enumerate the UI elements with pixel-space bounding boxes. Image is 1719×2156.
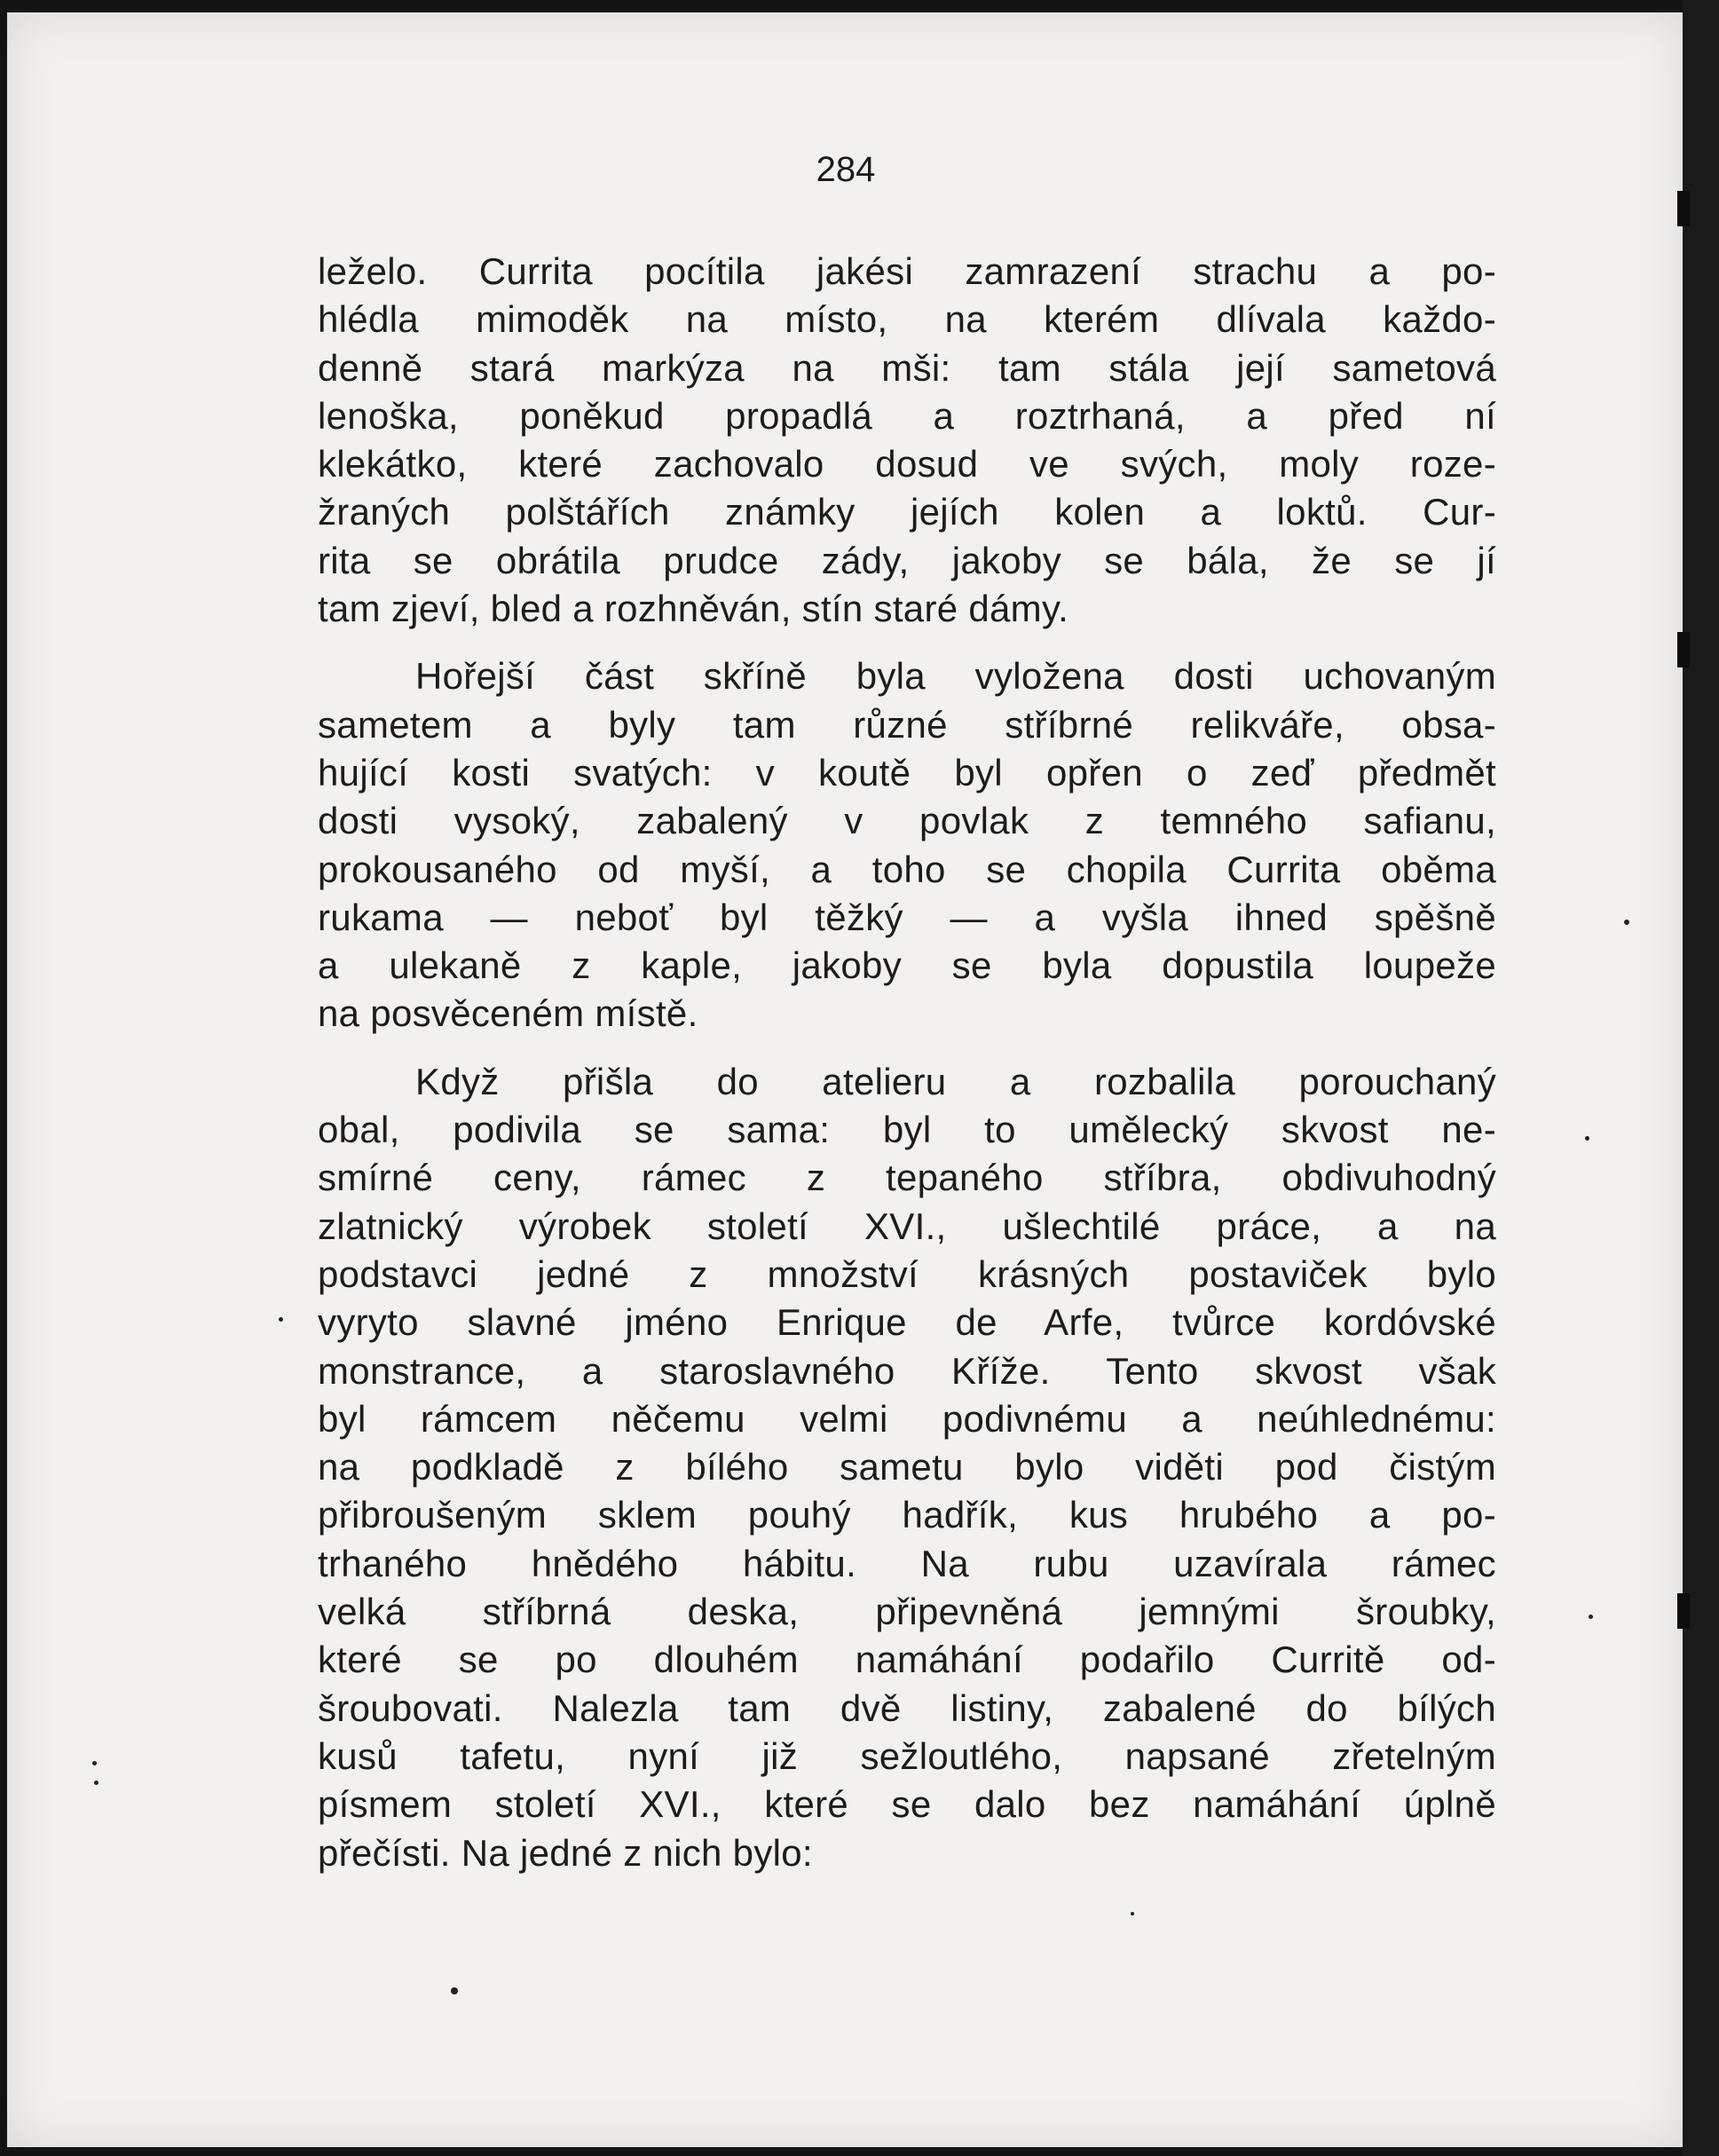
dust-speck	[451, 1987, 458, 1994]
text-line: sametem a byly tam různé stříbrné relikváře, obsa-	[318, 703, 1496, 746]
text-line: podstavci jedné z množství krásných postaviček bylo	[318, 1252, 1496, 1295]
text-line: které se po dlouhém namáhání podařilo Curritě od-	[318, 1639, 1496, 1681]
text-line: klekátko, které zachovalo dosud ve svých, moly roze-	[318, 443, 1496, 486]
text-line: vyryto slavné jméno Enrique de Arfe, tvůrce kordóvské	[318, 1301, 1496, 1344]
dust-speck	[1589, 1615, 1593, 1619]
page-number: 284	[816, 150, 876, 189]
text-line: smírné ceny, rámec z tepaného stříbra, obdivuhodný	[318, 1157, 1496, 1199]
text-line: trhaného hnědého hábitu. Na rubu uzavírala rámec	[318, 1542, 1496, 1584]
text-line: žraných polštářích známky jejích kolen a loktů. Cur-	[318, 491, 1496, 533]
text-line: hující kosti svatých: v koutě byl opřen o zeď předmět	[318, 751, 1496, 794]
text-line: a ulekaně z kaple, jakoby se byla dopustila loupeže	[318, 944, 1496, 987]
edge-tick-mark	[1677, 632, 1690, 667]
text-line: byl rámcem něčemu velmi podivnému a neúhlednému:	[318, 1397, 1496, 1440]
paragraph-2	[318, 652, 1496, 1038]
text-line: Hořejší část skříně byla vyložena dosti uchovaným	[415, 655, 1496, 698]
text-line: denně stará markýza na mši: tam stála její sametová	[318, 346, 1496, 389]
text-line: obal, podivila se sama: byl to umělecký skvost ne-	[318, 1109, 1496, 1151]
paragraph-3	[318, 1058, 1496, 1877]
edge-tick-mark	[1677, 191, 1690, 226]
text-line: šroubovati. Nalezla tam dvě listiny, zabalené do bílých	[318, 1686, 1496, 1729]
text-line: přečísti. Na jedné z nich bylo:	[318, 1831, 813, 1874]
paragraph-1	[318, 248, 1496, 633]
text-line: leželo. Currita pocítila jakési zamrazení strachu a po-	[318, 250, 1496, 292]
text-line: prokousaného od myší, a toho se chopila Currita oběma	[318, 848, 1496, 890]
text-line: lenoška, poněkud propadlá a roztrhaná, a před ní	[318, 394, 1496, 437]
text-line: Když přišla do atelieru a rozbalila porouchaný	[415, 1060, 1496, 1102]
dust-speck	[92, 1761, 97, 1765]
text-line: monstrance, a staroslavného Kříže. Tento skvost však	[318, 1349, 1496, 1392]
text-line: na posvěceném místě.	[318, 992, 698, 1035]
book-page	[7, 12, 1690, 2147]
text-line: písmem století XVI., které se dalo bez namáhání úplně	[318, 1783, 1496, 1826]
dust-speck	[1131, 1912, 1134, 1915]
dust-speck	[279, 1317, 283, 1322]
edge-tick-mark	[1677, 1593, 1690, 1629]
text-line: na podkladě z bílého sametu bylo viděti pod čistým	[318, 1446, 1496, 1489]
dust-speck	[94, 1781, 99, 1785]
text-line: rita se obrátila prudce zády, jakoby se bála, že se jí	[318, 539, 1496, 581]
page-edge-shadow	[1683, 0, 1719, 2156]
text-line: hlédla mimoděk na místo, na kterém dlívala každo-	[318, 298, 1496, 341]
text-line: velká stříbrná deska, připevněná jemnými šroubky,	[318, 1591, 1496, 1633]
text-line: kusů tafetu, nyní již sežloutlého, napsané zřetelným	[318, 1734, 1496, 1777]
text-line: přibroušeným sklem pouhý hadřík, kus hrubého a po-	[318, 1494, 1496, 1536]
text-line: tam zjeví, bled a rozhněván, stín staré dámy.	[318, 588, 1069, 630]
dust-speck	[1585, 1136, 1589, 1141]
body-text	[318, 248, 1496, 1897]
dust-speck	[1624, 920, 1629, 925]
text-line: zlatnický výrobek století XVI., ušlechtilé práce, a na	[318, 1204, 1496, 1247]
text-line: dosti vysoký, zabalený v povlak z temného safianu,	[318, 800, 1496, 842]
text-line: rukama — neboť byl těžký — a vyšla ihned spěšně	[318, 896, 1496, 938]
